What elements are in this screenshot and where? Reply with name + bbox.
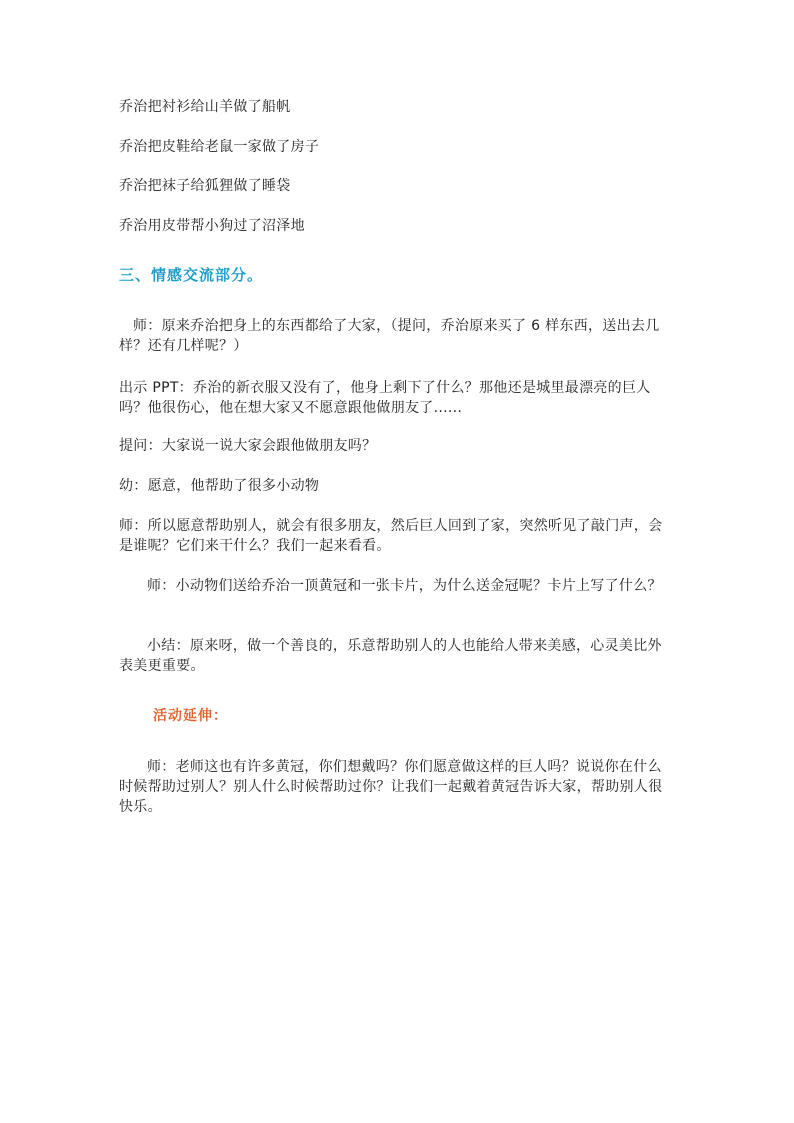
teacher-paragraph-3: 师：小动物们送给乔治一顶黄冠和一张卡片，为什么送金冠呢？卡片上写了什么？ [147,578,662,594]
story-line-shoes: 乔治把皮鞋给老鼠一家做了房子 [119,139,320,155]
section-heading-emotion: 三、情感交流部分。 [119,266,264,284]
section-heading-extension: 活动延伸： [153,708,228,724]
teacher-paragraph-2: 师：所以愿意帮助别人，就会有很多朋友，然后巨人回到了家，突然听见了敲门声，会是谁呢？它们来干什么？我们一起来看看。 [119,518,663,554]
story-line-shirt: 乔治把衬衫给山羊做了船帆 [119,99,291,115]
story-line-socks: 乔治把袜子给狐狸做了睡袋 [119,178,291,194]
ppt-paragraph: 出示 PPT：乔治的新衣服又没有了，他身上剩下了什么？那他还是城里最漂亮的巨人吗？他很伤心，他在想大家又不愿意跟他做朋友了...... [119,380,651,416]
summary-paragraph: 小结：原来呀，做一个善良的，乐意帮助别人的人也能给人带来美感，心灵美比外表美更重要。 [119,638,662,674]
teacher-paragraph-1: 师：原来乔治把身上的东西都给了大家，（提问，乔治原来买了 6 样东西，送出去几样？还有几样呢？） [119,318,660,354]
question-paragraph: 提问：大家说一说大家会跟他做朋友吗？ [119,438,377,454]
extension-paragraph: 师：老师这也有许多黄冠，你们想戴吗？你们愿意做这样的巨人吗？说说你在什么时候帮助过别人？别人什么时候帮助过你？让我们一起戴着黄冠告诉大家，帮助别人很快乐。 [119,759,663,815]
child-answer-paragraph: 幼：愿意，他帮助了很多小动物 [119,478,320,494]
story-line-belt: 乔治用皮带帮小狗过了沼泽地 [119,218,305,234]
